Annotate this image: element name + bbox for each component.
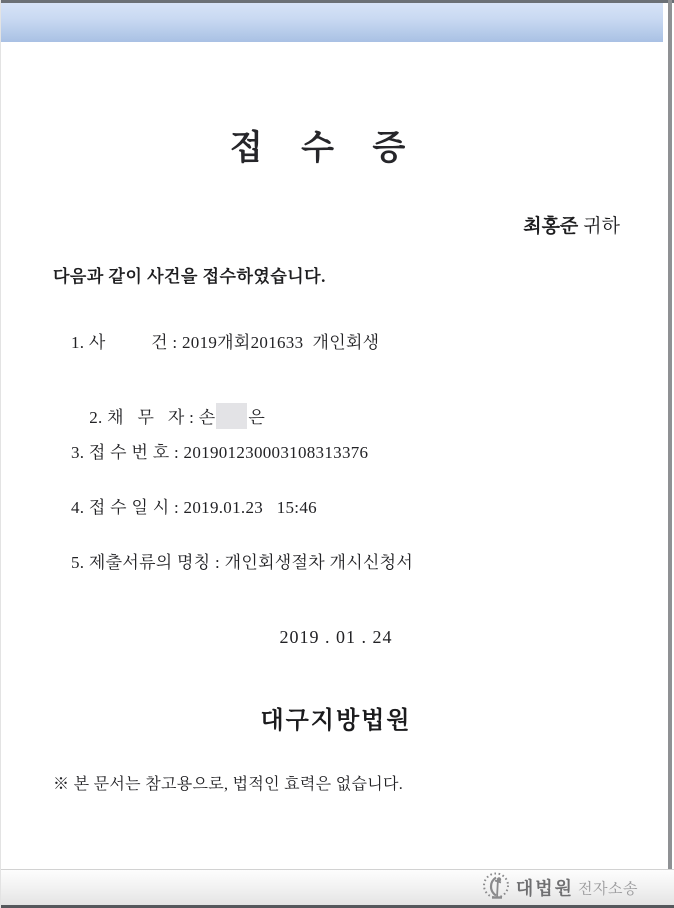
intro-sentence: 다음과 같이 사건을 접수하였습니다. [53,267,326,286]
receipt-datetime-line: 4. 접 수 일 시 : 2019.01.23 15:46 [71,498,317,517]
logo-supreme-court-text: 대법원 [515,878,575,899]
footer-bar [1,869,674,908]
recipient-line [523,211,620,238]
submitted-document-line: 5. 제출서류의 명칭 : 개인회생절차 개시신청서 [71,553,414,572]
debtor-line-suffix: 은 [248,408,266,427]
court-seal-icon [482,871,510,906]
recipient-honorific: 귀하 [583,216,620,237]
debtor-line-prefix: 2. 채 무 자 : 손 [89,408,216,427]
disclaimer-note: ※ 본 문서는 참고용으로, 법적인 효력은 없습니다. [53,776,404,793]
document-title: 접 수 증 [229,130,418,167]
case-number-line: 1. 사 건 : 2019개회201633 개인회생 [71,333,380,352]
redacted-name-box [216,403,247,429]
court-name: 대구지방법원 [260,708,412,734]
recipient-name: 최홍준 [523,216,579,237]
window-titlebar [1,3,663,42]
scourt-logo [482,869,638,906]
window-right-border [668,0,672,908]
logo-ecourt-text: 전자소송 [578,880,638,897]
issue-date: 2019 . 01 . 24 [279,627,393,647]
receipt-number-line: 3. 접 수 번 호 : 201901230003108313376 [71,443,369,462]
